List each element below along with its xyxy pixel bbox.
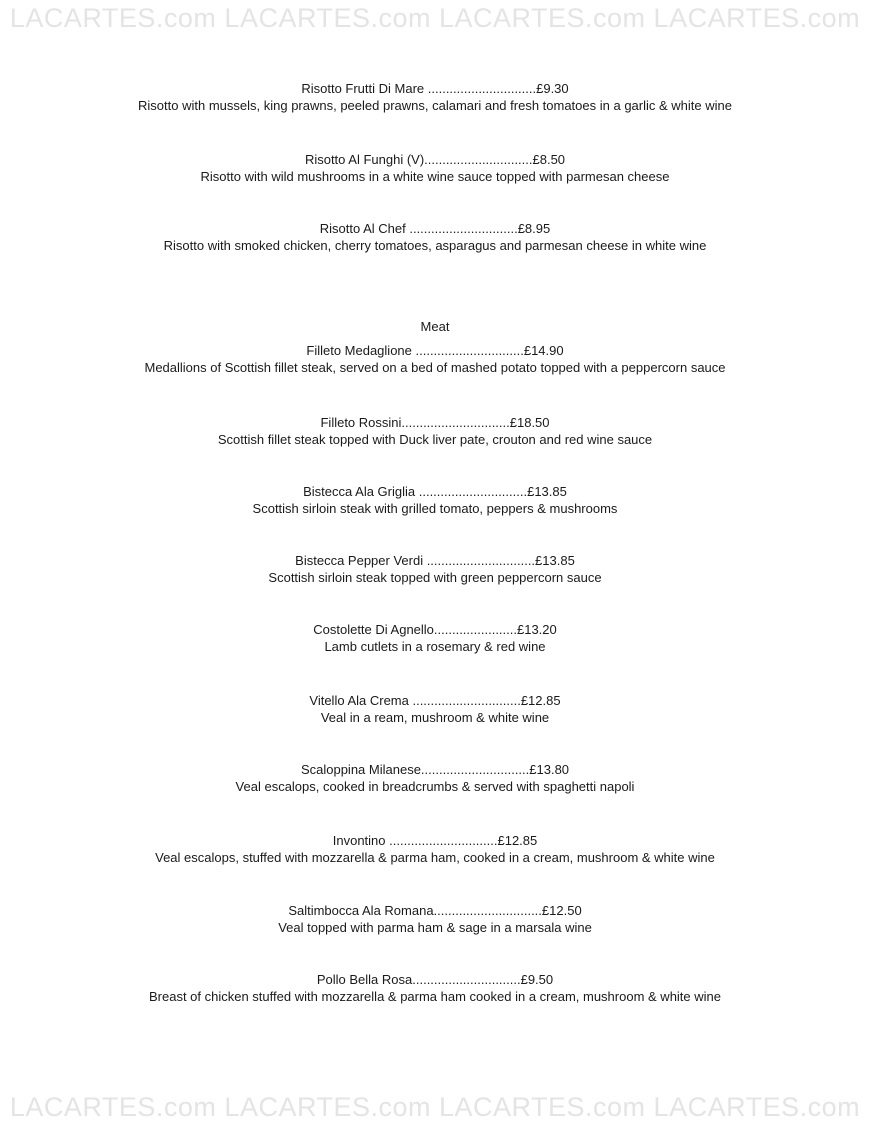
menu-item-vitello-ala-crema: [0, 692, 870, 726]
item-description: Veal in a ream, mushroom & white wine: [320, 710, 550, 725]
item-name-price: Risotto Al Chef ..............................£8.95: [319, 221, 551, 236]
item-description: Veal escalops, cooked in breadcrumbs & served with spaghetti napoli: [235, 779, 635, 794]
menu-item-invontino: [0, 832, 870, 866]
item-name-price: Invontino ..............................£12.85: [332, 833, 538, 848]
menu-item-bistecca-ala-griglia: [0, 483, 870, 517]
menu-item-risotto-al-chef: [0, 220, 870, 254]
item-name-price: Saltimbocca Ala Romana..............................£12.50: [288, 903, 582, 918]
item-name-price: Bistecca Pepper Verdi ..............................£13.85: [295, 553, 575, 568]
item-name-price: Vitello Ala Crema ..............................£12.85: [309, 693, 561, 708]
item-description: Veal topped with parma ham & sage in a marsala wine: [278, 920, 592, 935]
menu-item-filleto-rossini: [0, 414, 870, 448]
item-description: Scottish sirloin steak with grilled tomato, peppers & mushrooms: [252, 501, 618, 516]
menu-item-pollo-bella-rosa: [0, 971, 870, 1005]
menu-item-risotto-al-funghi: [0, 151, 870, 185]
menu-item-costolette-di-agnello: [0, 621, 870, 655]
item-description: Breast of chicken stuffed with mozzarella & parma ham cooked in a cream, mushroom & white wine: [148, 989, 721, 1004]
item-description: Medallions of Scottish fillet steak, served on a bed of mashed potato topped with a peppercorn sauce: [144, 360, 726, 375]
menu-item-scaloppina-milanese: [0, 761, 870, 795]
item-description: Lamb cutlets in a rosemary & red wine: [324, 639, 546, 654]
section-title: Meat: [420, 319, 450, 334]
item-name-price: Risotto Frutti Di Mare ..............................£9.30: [301, 81, 569, 96]
item-name-price: Filleto Rossini..............................£18.50: [320, 415, 550, 430]
item-name-price: Costolette Di Agnello.......................£13.20: [313, 622, 557, 637]
watermark-top: LACARTES.com LACARTES.com LACARTES.com LACARTES.com: [9, 3, 861, 33]
menu-item-saltimbocca-ala-romana: [0, 902, 870, 936]
item-name-price: Risotto Al Funghi (V)..............................£8.50: [304, 152, 566, 167]
item-description: Risotto with mussels, king prawns, peeled prawns, calamari and fresh tomatoes in a garlic & white wine: [138, 98, 732, 113]
menu-item-bistecca-pepper-verdi: [0, 552, 870, 586]
item-name-price: Scaloppina Milanese..............................£13.80: [300, 762, 570, 777]
item-description: Risotto with smoked chicken, cherry tomatoes, asparagus and parmesan cheese in white wine: [163, 238, 707, 253]
item-description: Veal escalops, stuffed with mozzarella & parma ham, cooked in a cream, mushroom & white wine: [155, 850, 715, 865]
item-name-price: Filleto Medaglione ..............................£14.90: [306, 343, 564, 358]
menu-item-filleto-medaglione: [0, 342, 870, 376]
item-description: Scottish fillet steak topped with Duck liver pate, crouton and red wine sauce: [217, 432, 653, 447]
item-description: Risotto with wild mushrooms in a white wine sauce topped with parmesan cheese: [200, 169, 670, 184]
item-name-price: Pollo Bella Rosa..............................£9.50: [316, 972, 554, 987]
item-name-price: Bistecca Ala Griglia ..............................£13.85: [303, 484, 567, 499]
section-meat-heading: [0, 318, 870, 335]
item-description: Scottish sirloin steak topped with green peppercorn sauce: [268, 570, 602, 585]
menu-item-risotto-frutti-di-mare: [0, 80, 870, 114]
watermark-bottom: LACARTES.com LACARTES.com LACARTES.com LACARTES.com: [9, 1092, 861, 1122]
